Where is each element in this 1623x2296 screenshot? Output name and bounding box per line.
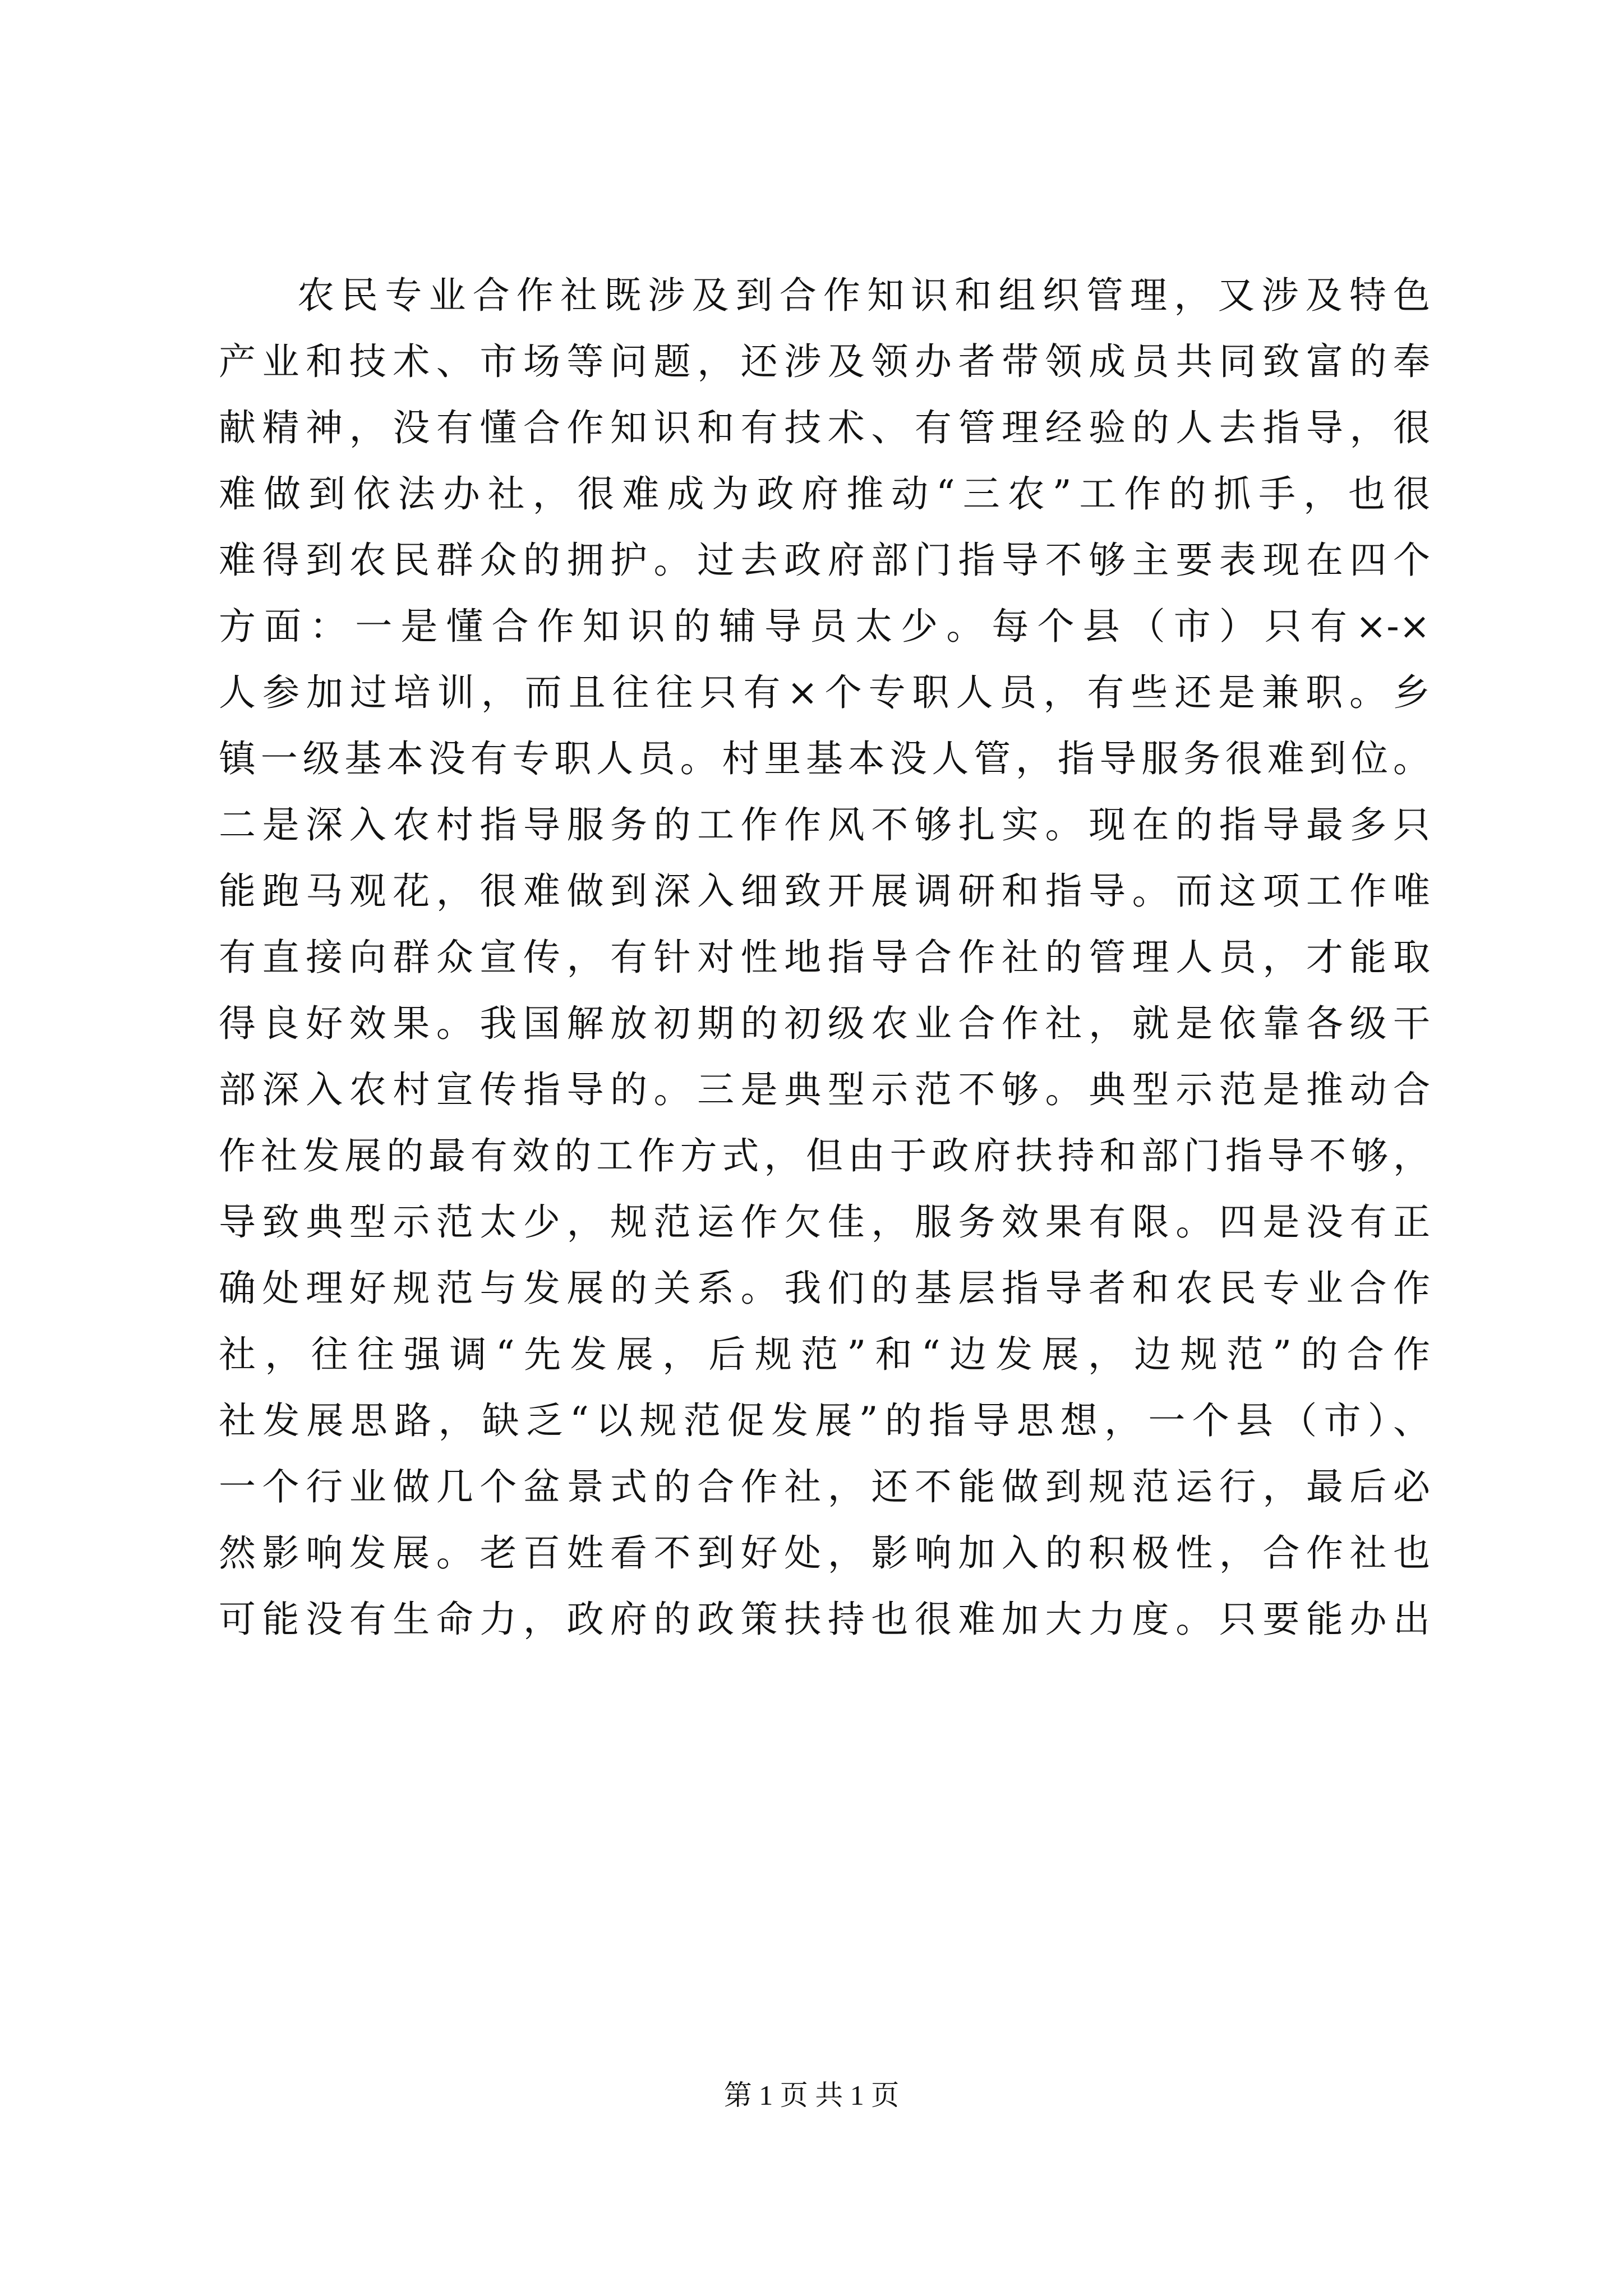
text-line: 难做到依法办社，很难成为政府推动“三农”工作的抓手，也很 [219,472,1430,516]
text-line: 社，往往强调“先发展，后规范”和“边发展，边规范”的合作 [219,1333,1430,1376]
text-line: 社发展思路，缺乏“以规范促发展”的指导思想，一个县（市）、 [219,1399,1430,1442]
text-line: 献精神，没有懂合作知识和有技术、有管理经验的人去指导，很 [219,406,1430,449]
text-line: 难得到农民群众的拥护。过去政府部门指导不够主要表现在四个 [219,539,1430,582]
text-line: 确处理好规范与发展的关系。我们的基层指导者和农民专业合作 [219,1267,1430,1310]
text-line: 人参加过培训，而且往往只有×个专职人员，有些还是兼职。乡 [219,671,1430,714]
text-line: 部深入农村宣传指导的。三是典型示范不够。典型示范是推动合 [219,1068,1430,1111]
text-line: 镇一级基本没有专职人员。村里基本没人管，指导服务很难到位。 [219,737,1430,780]
text-line: 能跑马观花，很难做到深入细致开展调研和指导。而这项工作唯 [219,869,1430,913]
body-paragraph [219,263,1430,1653]
text-line: 得良好效果。我国解放初期的初级农业合作社，就是依靠各级干 [219,1002,1430,1045]
page-footer [0,2076,1623,2115]
text-line: 一个行业做几个盆景式的合作社，还不能做到规范运行，最后必 [219,1465,1430,1508]
text-line: 方面：一是懂合作知识的辅导员太少。每个县（市）只有×-× [219,605,1430,648]
page-number-label: 第 1 页 共 1 页 [723,2079,900,2111]
text-line: 然影响发展。老百姓看不到好处，影响加入的积极性，合作社也 [219,1531,1430,1575]
text-line: 农民专业合作社既涉及到合作知识和组织管理，又涉及特色 [297,274,1430,317]
text-line: 二是深入农村指导服务的工作作风不够扎实。现在的指导最多只 [219,803,1430,846]
text-line: 作社发展的最有效的工作方式，但由于政府扶持和部门指导不够， [219,1134,1430,1177]
text-line: 有直接向群众宣传，有针对性地指导合作社的管理人员，才能取 [219,936,1430,979]
text-line: 导致典型示范太少，规范运作欠佳，服务效果有限。四是没有正 [219,1200,1430,1244]
text-line: 产业和技术、市场等问题，还涉及领办者带领成员共同致富的奉 [219,340,1430,383]
text-line: 可能没有生命力，政府的政策扶持也很难加大力度。只要能办出 [219,1598,1430,1641]
